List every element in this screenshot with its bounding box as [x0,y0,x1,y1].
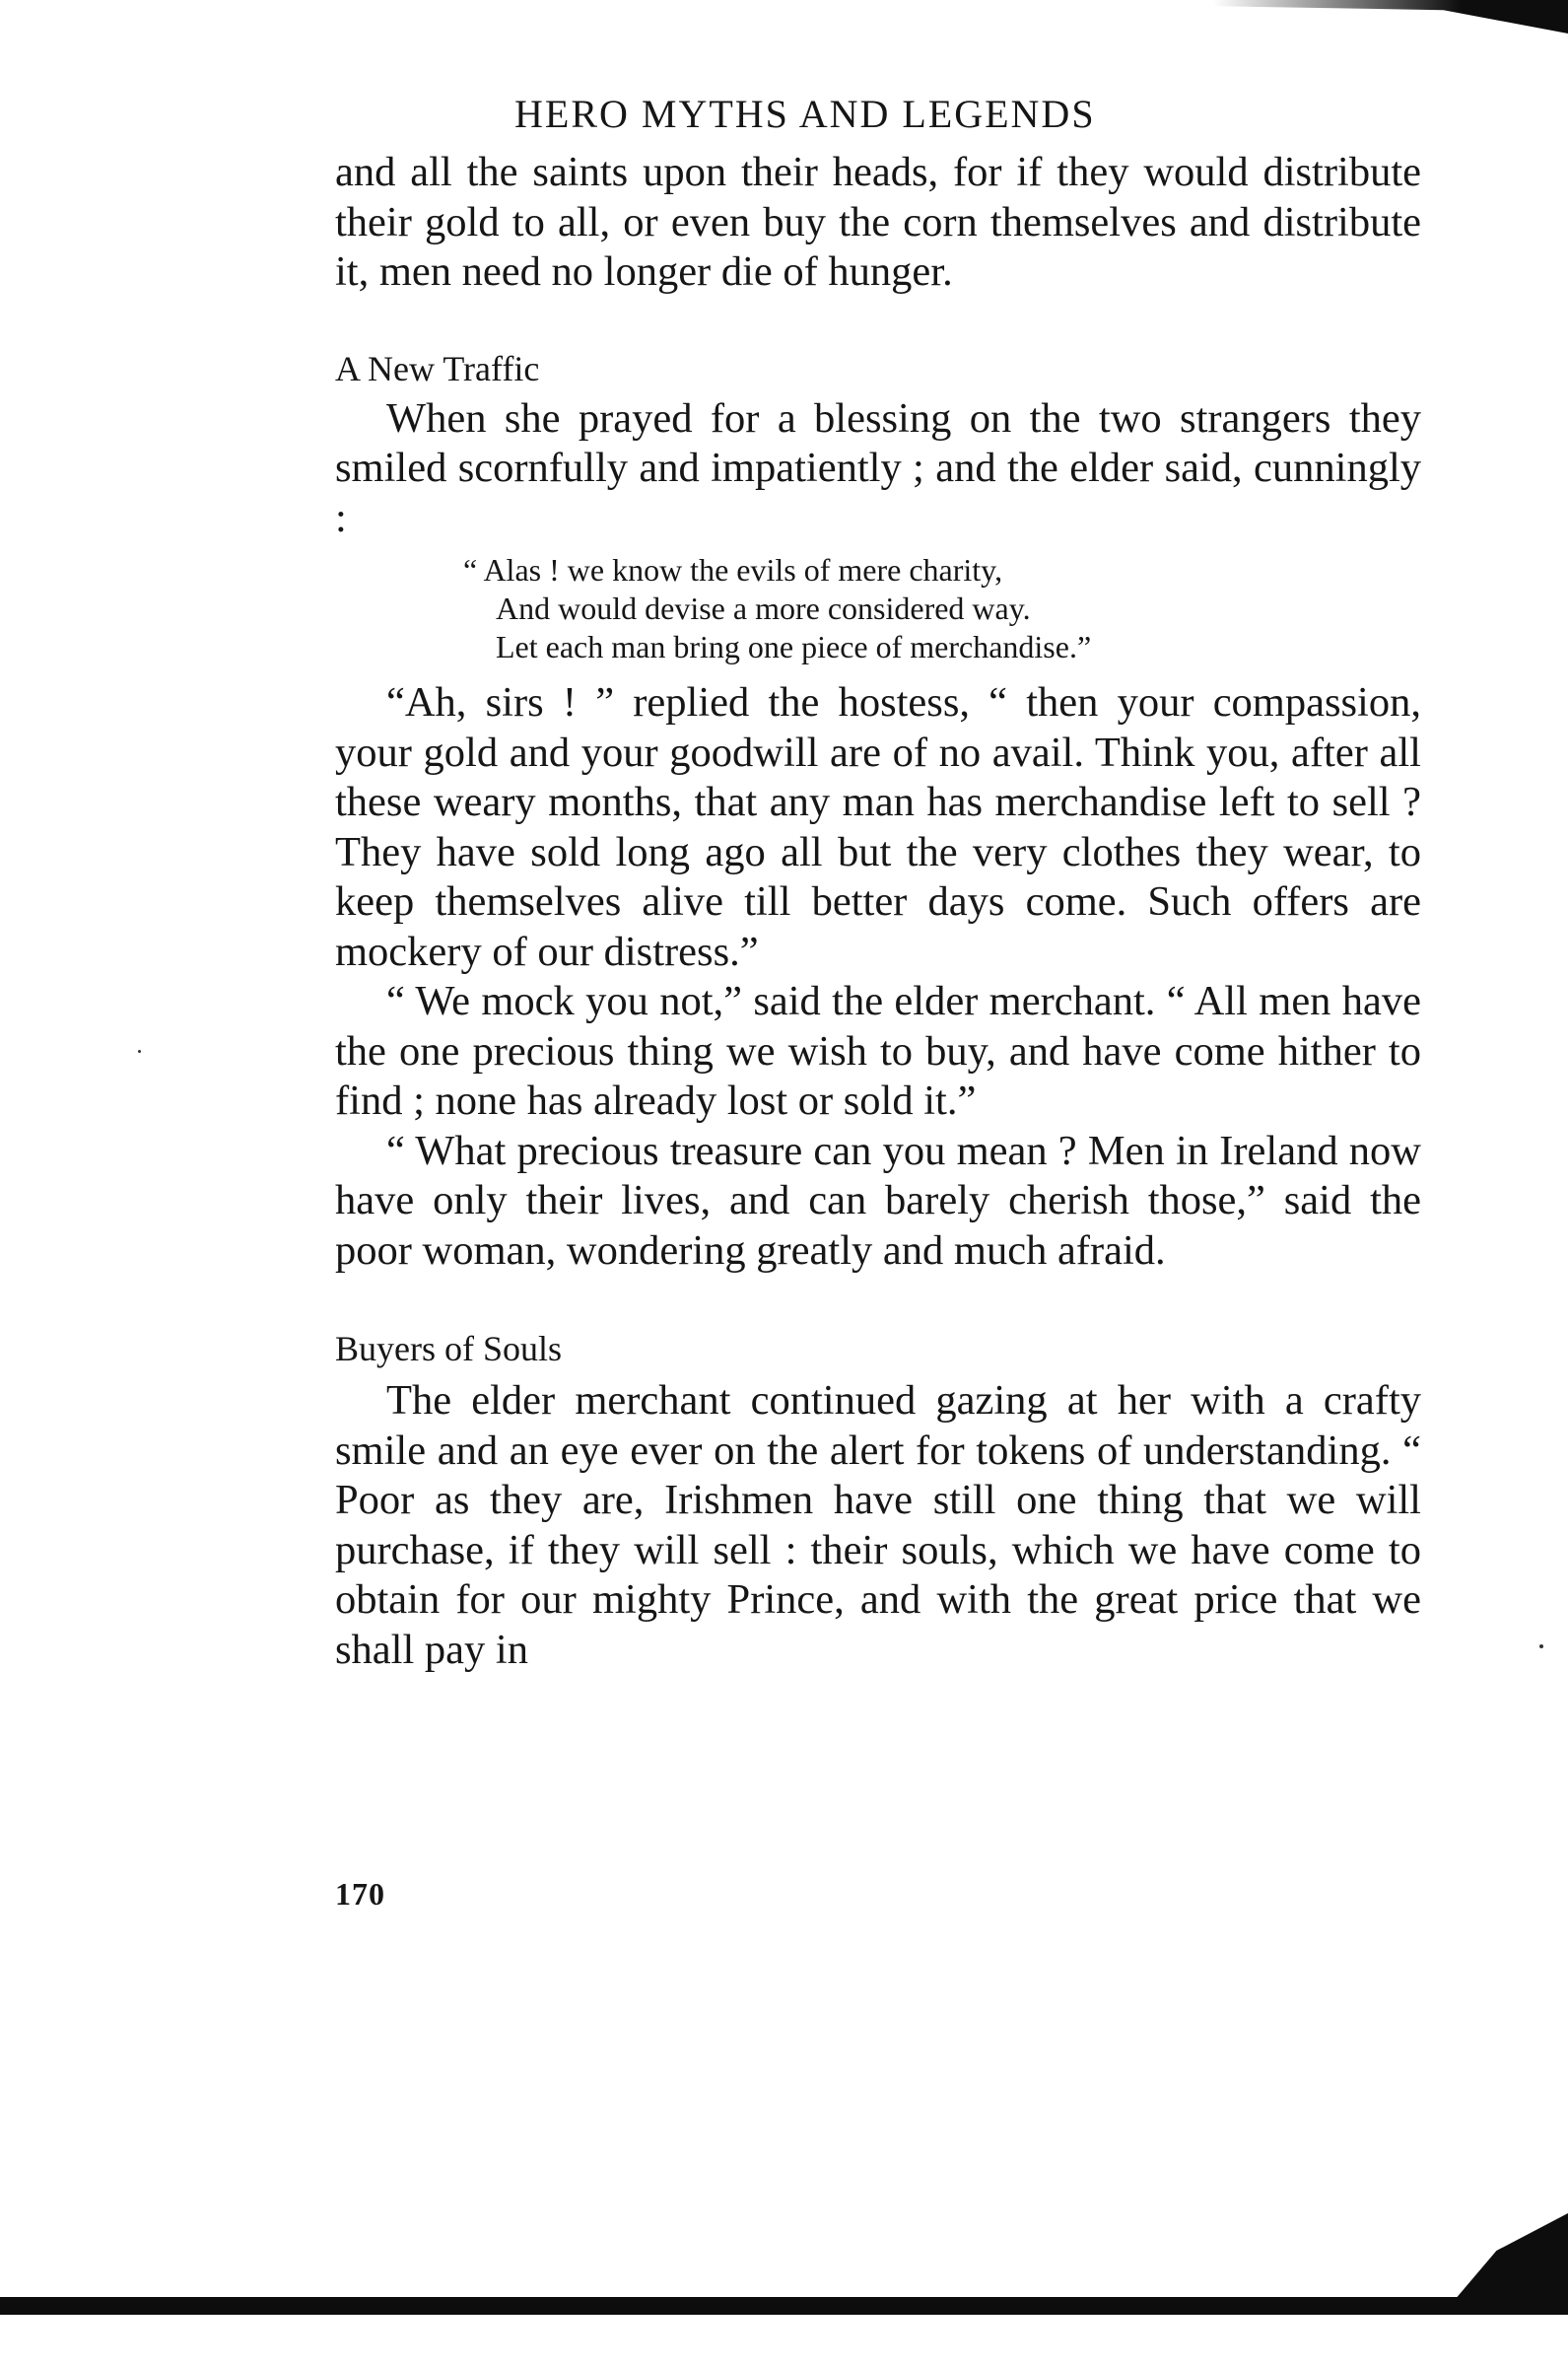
running-head: HERO MYTHS AND LEGENDS [514,92,1096,136]
verse-line-2: And would devise a more considered way. [496,591,1031,626]
section-heading-buyers-of-souls: Buyers of Souls [335,1329,563,1368]
verse-quote [463,551,1421,666]
scan-speck [138,1050,141,1053]
verse-line-3: Let each man bring one piece of merchandise.” [496,629,1092,664]
section-heading-new-traffic: A New Traffic [335,348,540,388]
page-number: 170 [335,1876,385,1912]
scan-shadow-top [1212,0,1568,34]
scan-shadow-bottom [0,2297,1568,2315]
paragraph-1: and all the saints upon their heads, for if they would distribute their gold to all, or even buy the corn themselves and distribute it, men need no longer die of hunger. [335,149,1421,295]
body-text [335,148,1421,1675]
paragraph-5: “ What precious treasure can you mean ? Men in Ireland now have only their lives, and can barely cherish those,” said the poor woman, wondering greatly and much afraid. [335,1127,1421,1274]
paragraph-6: The elder merchant continued gazing at her with a crafty smile and an eye ever on the alert for tokens of understanding. “ Poor as they are, Irishmen have still one thing that we will purchase, if they will sell : their souls, which we have come to obtain for our mighty Prince, and with the great price that we shall pay in [335,1377,1421,1673]
paragraph-4: “ We mock you not,” said the elder merchant. “ All men have the one precious thing we wish to buy, and have come hither to find ; none has already lost or sold it.” [335,978,1421,1124]
scan-shadow-curl [1449,2213,1568,2307]
paragraph-2: When she prayed for a blessing on the two strangers they smiled scornfully and impatiently ; and the elder said, cunningly : [335,394,1421,541]
scan-speck [1539,1644,1543,1648]
paragraph-3: “Ah, sirs ! ” replied the hostess, “ then your compassion, your gold and your goodwill are of no avail. Think you, after all these weary months, that any man has merchandise left to sell ? They have sold long ago all but the very clothes they wear, to keep themselves alive till better days come. Such offers are mockery of our distress.” [335,679,1421,975]
verse-line-1: “ Alas ! we know the evils of mere charity, [463,552,1003,588]
